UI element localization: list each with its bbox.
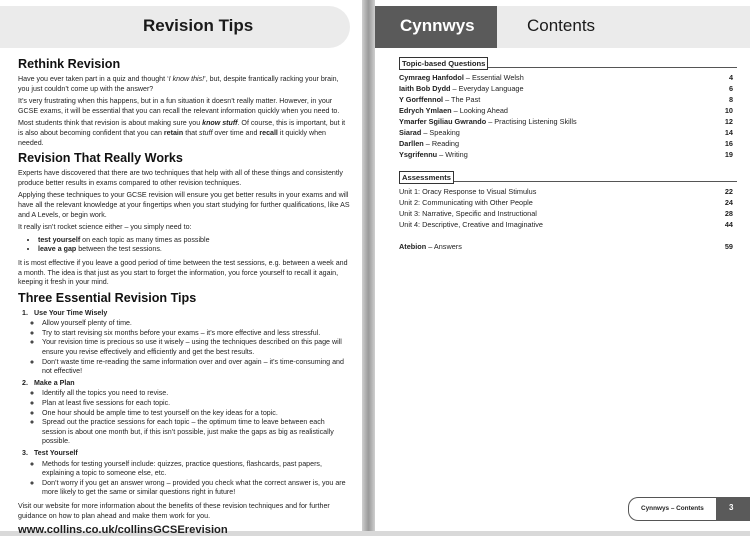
page-number: 3 [729,503,734,512]
tip-bullets [18,389,350,447]
toc-entry [399,150,468,159]
list-item: ◦ Allow yourself plenty of time. [42,319,350,329]
tip-item [18,449,350,498]
toc-entry [399,117,577,126]
text: between the test sessions. [76,245,162,254]
toc-entry: Unit 3: Narrative, Specific and Instructional [399,209,537,218]
list-item: ◦ Your revision time is precious so use it wisely – using the techniques described on this page will ensure you revise effectively and efficiently and get the best results. [42,338,350,357]
toc-row[interactable] [399,150,733,159]
page-title-english: Contents [527,16,596,35]
footer-label: Cynnwys – Contents [641,505,704,512]
toc-page-number: 19 [724,150,733,159]
toc-english: – Practising Listening Skills [486,117,577,126]
text: over time and [212,128,260,137]
footer-label-box [628,497,717,521]
page-title-welsh: Cynnwys [400,16,475,35]
paragraph: Applying these techniques to your GCSE revision will ensure you get better results in your exams and will have all the relevant knowledge at your fingertips when you start studying for further qualifications, like AS and A Levels, or begin work. [18,191,350,219]
toc-row[interactable] [399,95,733,104]
toc-welsh: Cymraeg Hanfodol [399,73,464,82]
toc-row[interactable] [399,209,733,218]
toc-row-answers[interactable] [399,242,733,251]
toc-page-number: 16 [724,139,733,148]
tip-item [18,379,350,447]
toc-welsh: Iaith Bob Dydd [399,84,451,93]
tip-title: Use Your Time Wisely [34,308,108,317]
left-page [0,0,362,536]
toc-page-number: 28 [724,209,733,218]
list-item: ◦ Don’t worry if you get an answer wrong – provided you check what the correct answer is, you are more likely to get the same or similar questions right in future! [42,479,350,498]
tips-list [18,309,350,498]
toc-row[interactable] [399,139,733,148]
tip-item [18,309,350,377]
heading-revision-that-works: Revision That Really Works [18,151,183,166]
toc-welsh: Ysgrifennu [399,150,438,159]
toc-welsh: Atebion [399,242,427,251]
toc-page-number: 59 [724,242,733,251]
emphasis: stuff [199,128,213,137]
tip-title: Test Yourself [34,449,78,457]
tip-number: 1. [22,308,28,317]
tip-bullets [18,460,350,498]
toc-entry: Unit 1: Oracy Response to Visual Stimulus [399,187,537,196]
toc-entry: Unit 4: Descriptive, Creative and Imaginative [399,220,543,229]
toc-english: – The Past [443,95,481,104]
tip-title: Make a Plan [34,378,75,387]
toc-welsh: Ymarfer Sgiliau Gwrando [399,117,487,126]
toc-welsh: Y Gorffennol [399,95,444,104]
toc-entry: Unit 2: Communicating with Other People [399,198,533,207]
toc-page-number: 12 [724,117,733,126]
list-item [38,245,350,255]
emphasis: I know this! [168,75,205,83]
paragraph: It really isn’t rocket science either – you simply need to: [18,223,192,232]
toc-row[interactable] [399,198,733,207]
toc-row[interactable] [399,128,733,137]
toc-row[interactable] [399,117,733,126]
emphasis: retain [163,128,184,137]
toc-entry [399,73,524,82]
toc-page-number: 14 [724,128,733,137]
list-item [38,236,350,246]
section-label-topic: Topic-based Questions [399,57,488,70]
paragraph: It’s very frustrating when this happens, but in a fun situation it doesn’t really matter. However, in your GCSE exams, it will be essential that you can recall the relevant information quickly when you need to. [18,97,340,115]
heading-rethink-revision: Rethink Revision [18,57,121,71]
toc-english: – Looking Ahead [451,106,508,115]
toc-welsh: Siarad [399,128,422,137]
toc-english: – Writing [437,150,468,159]
text: it quickly when needed. [18,128,327,147]
page-title: Revision Tips [143,16,254,35]
emphasis: know stuff [202,119,238,128]
toc-entry [399,128,460,137]
toc-row[interactable] [399,84,733,93]
paragraph [18,119,350,148]
toc-entry [399,139,459,148]
left-header-banner [0,6,350,48]
section-label-assessments: Assessments [399,171,454,184]
toc-entry [399,84,524,93]
text: . Of course, this is important, but it is also about becoming confident that you can [18,119,346,137]
emphasis: leave a gap [38,245,77,254]
text: on each topic as many times as possible [80,235,210,244]
footer-page-box [716,497,750,521]
right-header-banner [375,6,750,48]
list-item: ◦ Don’t waste time re-reading the same information over and over again – it’s time-consuming and not effective! [42,358,350,377]
toc-english: – Speaking [421,128,460,137]
text: that [183,128,200,137]
footer-tab [628,497,750,521]
toc-entry [399,106,508,115]
toc-english: – Essential Welsh [463,73,524,82]
tip-number: 3. [22,449,28,457]
heading-three-tips: Three Essential Revision Tips [18,290,197,305]
paragraph: Visit our website for more information about the benefits of these revision techniques and for further guidance on how to plan ahead and make them work for you. [18,501,330,520]
tip-number: 2. [22,378,28,387]
toc-welsh: Darllen [399,139,424,148]
list-item: ◦ Spread out the practice sessions for each topic – the optimum time to leave between each session is about one month but, if this isn’t possible, just make the gaps as big as realistically possible. [42,418,350,447]
toc-page-number: 4 [728,73,733,82]
toc-row[interactable] [399,106,733,115]
list-item: ◦ Plan at least five sessions for each topic. [42,399,350,409]
toc-row[interactable] [399,187,733,196]
toc-english: – Answers [426,242,462,251]
text: Have you ever taken part in a quiz and thought ‘ [18,75,169,83]
list-item: ◦ One hour should be ample time to test yourself on the key ideas for a topic. [42,409,350,419]
toc-page-number: 10 [724,106,733,115]
toc-english: – Reading [423,139,460,148]
toc-row[interactable] [399,220,733,229]
technique-list [18,236,350,255]
paragraph: It is most effective if you leave a good period of time between the test sessions, e.g. between a week and a month. The idea is that just as you start to forget the information, you force yourself to recall it again, keeping it fresh in your mind. [18,258,348,287]
list-item: ◦ Try to start revising six months before your exams – it’s more effective and less stressful. [42,329,350,339]
toc-welsh: Edrych Ymlaen [399,106,452,115]
toc-entry [399,242,462,251]
website-link[interactable]: www.collins.co.uk/collinsGCSErevision [18,524,228,536]
tip-bullets [18,319,350,377]
book-gutter [362,0,375,531]
toc-english: – Everyday Language [450,84,524,93]
right-page [375,0,750,531]
toc-page-number: 8 [728,95,733,104]
left-body [18,57,350,536]
toc-entry [399,95,480,104]
toc-page-number: 22 [724,187,733,196]
text: ’, but, despite frantically racking your brain, you just couldn’t come up with the answer? [18,75,339,93]
toc-page-number: 24 [724,198,733,207]
list-item: ◦ Identify all the topics you need to revise. [42,389,350,399]
toc-page-number: 44 [724,220,733,229]
paragraph [18,75,350,94]
toc-row[interactable] [399,73,733,82]
emphasis: test yourself [38,235,81,244]
list-item: ◦ Methods for testing yourself include: quizzes, practice questions, flashcards, past papers, explaining a topic to someone else, etc. [42,460,350,479]
toc-page-number: 6 [728,84,733,93]
paragraph: Experts have discovered that there are two techniques that help with all of these things and consistently produce better results in exams compared to other revision techniques. [18,169,343,187]
text: Most students think that revision is about making sure you [18,119,203,128]
emphasis: recall [259,128,278,137]
